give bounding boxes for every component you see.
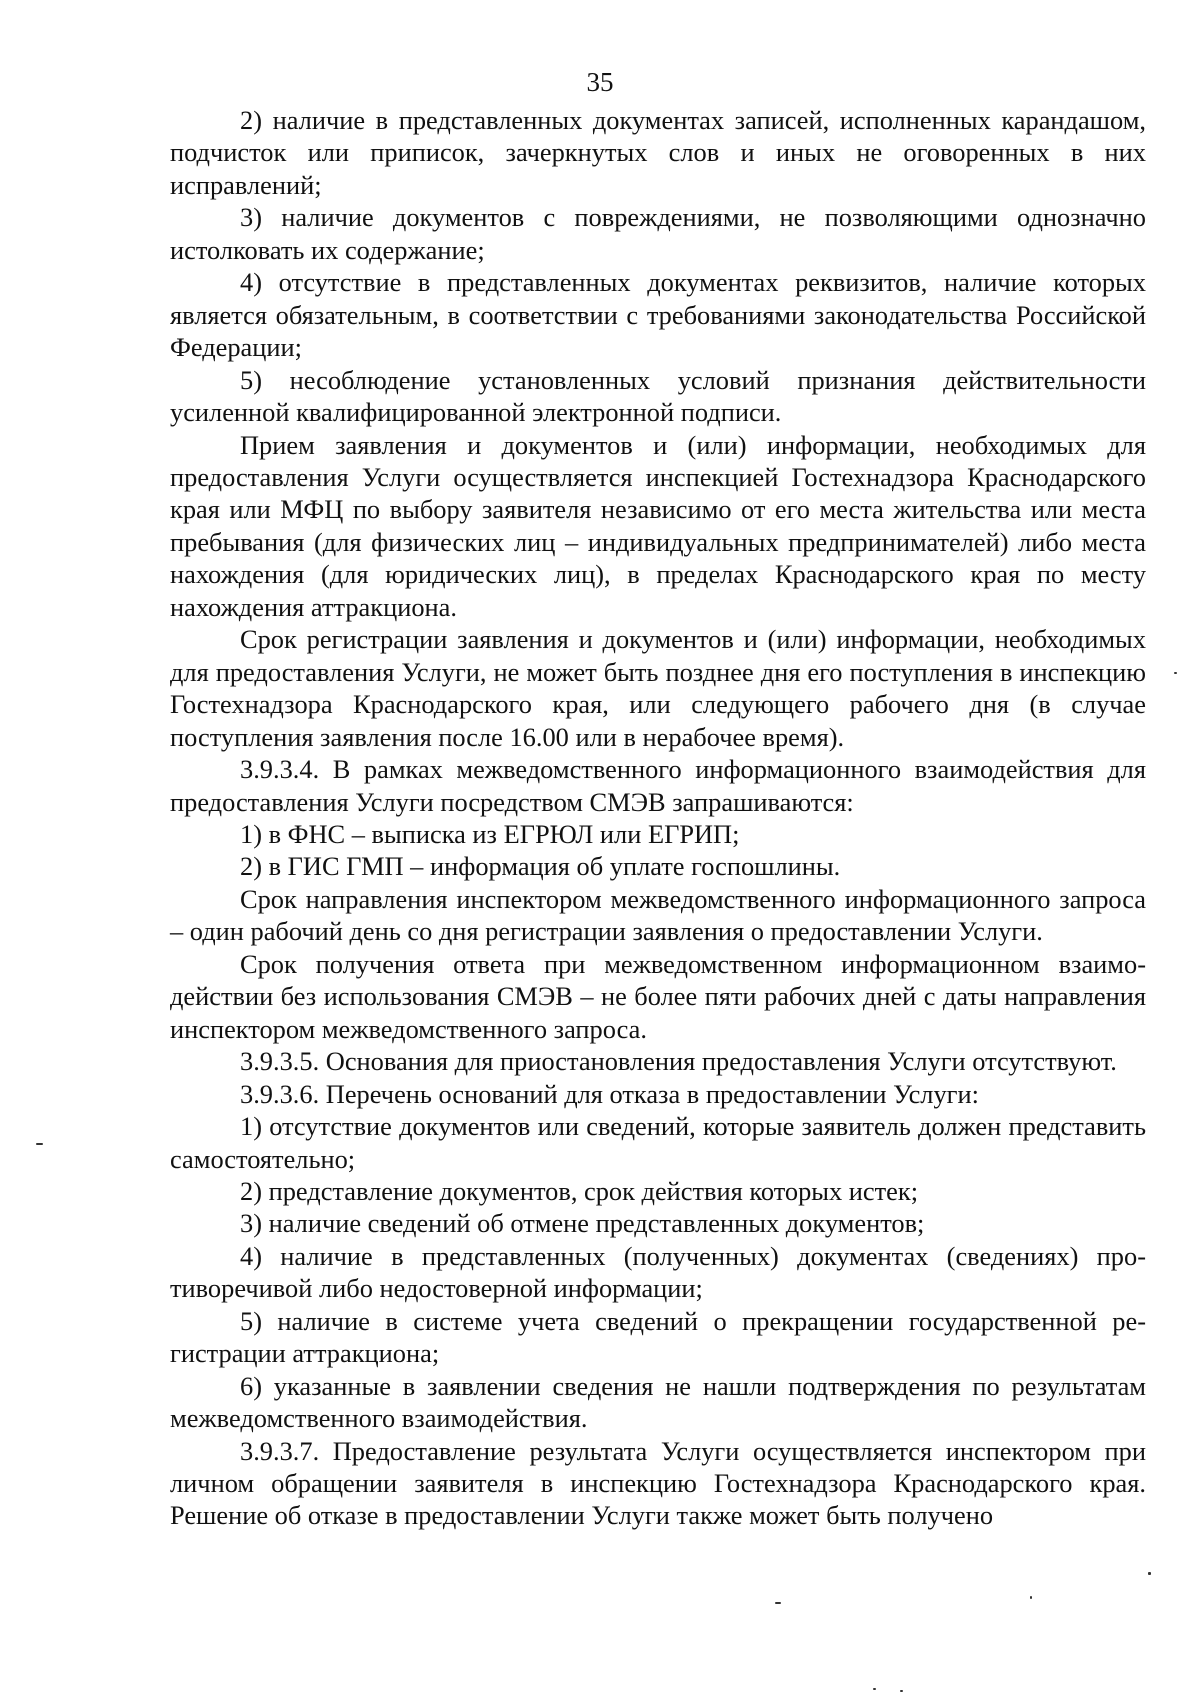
paragraph: 6) указанные в заявлении сведения не нашли подтверждения по результатам межведомственного взаимодействия. bbox=[170, 1370, 1146, 1434]
scan-speck bbox=[36, 1143, 43, 1145]
paragraph: Срок регистрации заявления и документов и (или) информации, необходимых для предоставления Услуги, не может быть позднее дня его поступления в инспекцию Гостехнадзора Краснодарского края, или следующего рабочего дня (в случае поступления заявления после 16.00 или в нерабочее время). bbox=[170, 624, 1146, 752]
paragraph: 4) отсутствие в представленных документах реквизитов, наличие которых является обязательным, в соответствии с требованиями законодательства Российской Федерации; bbox=[170, 267, 1146, 363]
paragraph: 3.9.3.7. Предоставление результата Услуги осуществляется инспектором при личном обращении заявителя в инспекцию Гостехнадзора Краснодарского края. Решение об отказе в предоставлении Услуги также может быть получено bbox=[170, 1435, 1146, 1531]
paragraph: 5) несоблюдение установленных условий признания действительности усиленной квалифицированной электронной подписи. bbox=[170, 364, 1146, 428]
scan-speck bbox=[775, 1602, 781, 1604]
paragraph: 4) наличие в представленных (полученных) документах (сведениях) противоречивой либо недостоверной информации; bbox=[170, 1240, 1146, 1304]
scan-speck bbox=[1030, 1596, 1032, 1599]
scan-speck bbox=[873, 1688, 876, 1690]
scan-speck bbox=[900, 1690, 903, 1692]
paragraph: Срок направления инспектором межведомственного информационного запроса – один рабочий день со дня регистрации заявления о предоставлении Услуги. bbox=[170, 883, 1146, 947]
scan-speck bbox=[1174, 672, 1177, 674]
document-body bbox=[170, 104, 1146, 1532]
paragraph: 2) представление документов, срок действия которых истек; bbox=[240, 1175, 919, 1206]
paragraph: 1) отсутствие документов или сведений, которые заявитель должен представить самостоятельно; bbox=[170, 1111, 1146, 1174]
paragraph: 3.9.3.5. Основания для приостановления предоставления Услуги отсутствуют. bbox=[240, 1046, 1117, 1077]
paragraph: 3.9.3.6. Перечень оснований для отказа в предоставлении Услуги: bbox=[240, 1078, 979, 1109]
paragraph: Прием заявления и документов и (или) информации, необходимых для предоставления Услуги осуществляется инспекцией Гостехнадзора Краснодарского края или МФЦ по выбору заявителя независимо от его места жительства или места пребывания (для физических лиц – индивидуальных предпринимателей) либо места нахождения (для юридических лиц), в пределах Краснодарского края по месту нахождения аттракциона. bbox=[170, 429, 1146, 622]
paragraph: 1) в ФНС – выписка из ЕГРЮЛ или ЕГРИП; bbox=[240, 818, 740, 849]
paragraph: 3.9.3.4. В рамках межведомственного информационного взаимодействия для предоставления Услуги посредством СМЭВ запрашиваются: bbox=[170, 754, 1146, 817]
paragraph: 5) наличие в системе учета сведений о прекращении государственной регистрации аттракциона; bbox=[170, 1305, 1146, 1369]
paragraph: 2) наличие в представленных документах записей, исполненных карандашом, подчисток или приписок, зачеркнутых слов и иных не оговоренных в них исправлений; bbox=[170, 105, 1146, 200]
scan-speck bbox=[1148, 1572, 1151, 1575]
page-number: 35 bbox=[586, 67, 614, 97]
paragraph: 3) наличие сведений об отмене представленных документов; bbox=[240, 1208, 925, 1239]
paragraph: 3) наличие документов с повреждениями, не позволяющими однозначно истолковать их содержание; bbox=[170, 202, 1146, 265]
paragraph: 2) в ГИС ГМП – информация об уплате госпошлины. bbox=[240, 851, 841, 882]
paragraph: Срок получения ответа при межведомственном информационном взаимодействии без использования СМЭВ – не более пяти рабочих дней с даты направления инспектором межведомственного запроса. bbox=[170, 948, 1146, 1044]
